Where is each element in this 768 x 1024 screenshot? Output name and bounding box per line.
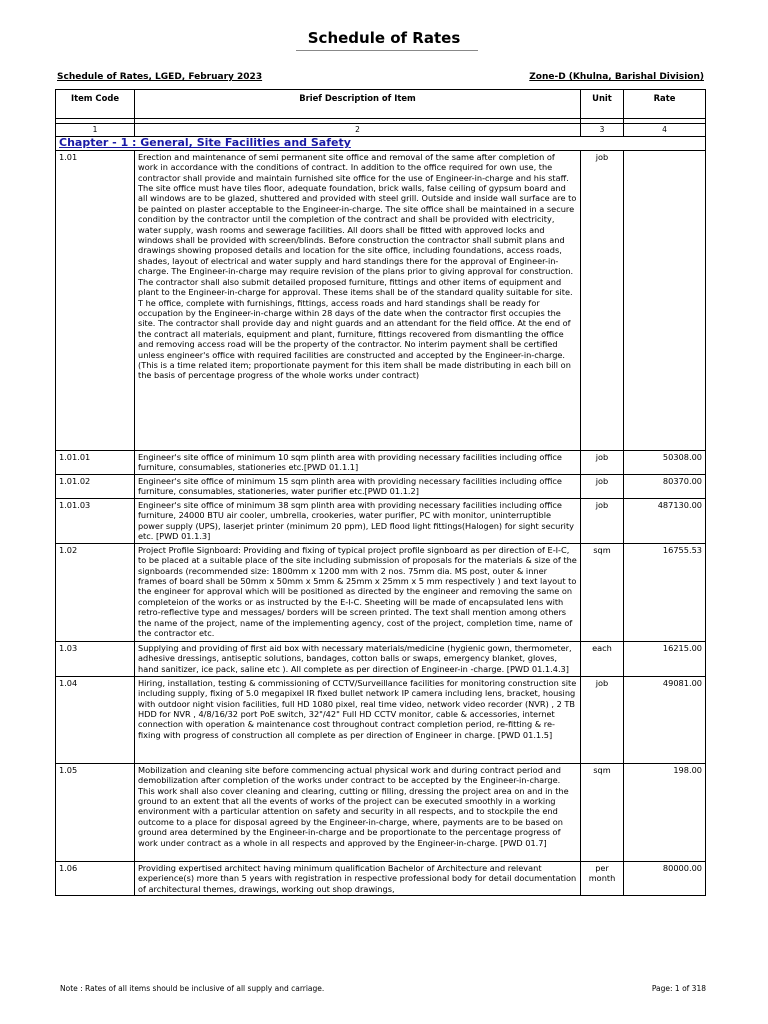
column-number: 1 bbox=[56, 124, 135, 137]
item-unit: each bbox=[581, 641, 624, 676]
item-code: 1.04 bbox=[56, 676, 135, 763]
item-unit: sqm bbox=[581, 543, 624, 641]
column-number: 4 bbox=[624, 124, 706, 137]
page-number: Page: 1 of 318 bbox=[651, 984, 706, 993]
table-row bbox=[56, 543, 706, 641]
item-code: 1.01 bbox=[56, 150, 135, 450]
item-unit: job bbox=[581, 450, 624, 474]
item-description: Providing expertised architect having minimum qualification Bachelor of Architecture and relevant experience(s) more than 5 years with registration in respective professional body for detail documentation of architectural themes, drawings, working out shop drawings, bbox=[135, 861, 581, 895]
header-rate: Rate bbox=[624, 90, 706, 119]
item-description: Hiring, installation, testing & commissioning of CCTV/Surveillance facilities for monitoring construction site including supply, fixing of 5.0 megapixel IR fixed bullet network IP camera including lens, bracket, housing with outdoor night vision facilities, full HD 1080 pixel, real time video, network video recorder (NVR) , 2 TB HDD for NVR , 4/8/16/32 port PoE switch, 32"/42" Full HD CCTV monitor, cable & accessories, internet connection with operation & maintenance cost throughout contract completion period, re-fitting & re-fixing with progress of construction all complete as per direction of Engineer in charge. [PWD 01.1.5] bbox=[135, 676, 581, 763]
item-unit: sqm bbox=[581, 763, 624, 861]
item-unit: job bbox=[581, 498, 624, 543]
item-description: Engineer's site office of minimum 15 sqm plinth area with providing necessary facilities including office furniture, consumables, stationeries, water purifier etc.[PWD 01.1.2] bbox=[135, 474, 581, 498]
table-row bbox=[56, 150, 706, 450]
item-rate: 80370.00 bbox=[624, 474, 706, 498]
table-row bbox=[56, 498, 706, 543]
header-row bbox=[56, 90, 706, 119]
item-unit: job bbox=[581, 676, 624, 763]
item-description: Mobilization and cleaning site before commencing actual physical work and during contract period and demobilization after completion of the works under contract to be accepted by the Engineer-in-charge. This work shall also cover cleaning and clearing, cutting or filling, dressing the project area on and in the ground to an extent that all the events of works of the project can be executed smoothly in a working environment with a particular attention on safety and security in all respects, and to stockpile the end outcome to a place for disposal agreed by the Engineer-in-charge, where, payments are to be based on ground area determined by the Engineer-in-charge and be proportionate to the percentage progress of work under contract as a whole in all respects and approved by the Engineer-in-charge. [PWD 01.7] bbox=[135, 763, 581, 861]
item-description: Engineer's site office of minimum 10 sqm plinth area with providing necessary facilities including office furniture, consumables, stationeries etc.[PWD 01.1.1] bbox=[135, 450, 581, 474]
table-row bbox=[56, 763, 706, 861]
header-description: Brief Description of Item bbox=[135, 90, 581, 119]
chapter-row bbox=[56, 137, 706, 150]
column-number: 3 bbox=[581, 124, 624, 137]
item-description: Project Profile Signboard: Providing and fixing of typical project profile signboard as per direction of E-I-C, to be placed at a suitable place of the site including submission of proposals for the materials & size of the signboards (recommended size: 1800mm x 1200 mm with 2 nos. 75mm dia. MS post, outer & inner frames of board shall be 50mm x 50mm x 5mm & 25mm x 25mm x 5 mm respectively ) and text layout to the engineer for approval which will be positioned as directed by the engineer and removing the same on completeion of the works or as instructed by the E-I-C. Sheeting will be made of encapsulated lens with retro-reflective type and messages/ borders will be screen printed. The text shall mention among others the name of the project, name of the implementing agency, cost of the project, completion time, name of the contractor etc. bbox=[135, 543, 581, 641]
item-code: 1.05 bbox=[56, 763, 135, 861]
item-unit: job bbox=[581, 150, 624, 450]
footer-note: Note : Rates of all items should be inclusive of all supply and carriage. bbox=[60, 984, 325, 993]
item-rate: 16215.00 bbox=[624, 641, 706, 676]
item-rate: 49081.00 bbox=[624, 676, 706, 763]
table-row bbox=[56, 861, 706, 895]
item-unit: per month bbox=[581, 861, 624, 895]
table-row bbox=[56, 450, 706, 474]
item-rate: 16755.53 bbox=[624, 543, 706, 641]
chapter-heading-link[interactable]: Chapter - 1 : General, Site Facilities and Safety bbox=[59, 136, 351, 150]
item-code: 1.02 bbox=[56, 543, 135, 641]
table-row bbox=[56, 474, 706, 498]
column-number-row bbox=[56, 124, 706, 137]
header-unit: Unit bbox=[581, 90, 624, 119]
page-title: Schedule of Rates bbox=[307, 29, 461, 47]
title-underline bbox=[296, 50, 478, 51]
document-subtitle: Schedule of Rates, LGED, February 2023 bbox=[57, 72, 263, 82]
item-unit: job bbox=[581, 474, 624, 498]
column-number: 2 bbox=[135, 124, 581, 137]
item-description: Engineer's site office of minimum 38 sqm plinth area with providing necessary facilities including office furniture, 24000 BTU air cooler, umbrella, crookeries, water purifier, PC with monitor, uninterruptible power supply (UPS), laserjet printer (minimum 20 ppm), LED flood light fittings(Halogen) for sight security etc. [PWD 01.1.3] bbox=[135, 498, 581, 543]
rates-table bbox=[55, 89, 706, 896]
item-rate: 80000.00 bbox=[624, 861, 706, 895]
header-item-code: Item Code bbox=[56, 90, 135, 119]
item-rate bbox=[624, 150, 706, 450]
table-row bbox=[56, 676, 706, 763]
item-code: 1.01.02 bbox=[56, 474, 135, 498]
table-row bbox=[56, 641, 706, 676]
item-description: Erection and maintenance of semi permanent site office and removal of the same after completion of work in accordance with the conditions of contract. In addition to the office required for own use, the contractor shall provide and maintain furnished site office for the use of Engineer-in-charge and his staff. The site office must have tiles floor, adequate foundation, brick walls, false ceiling of gypsum board and all windows are to be glazed, shuttered and provided with steel grill. Outside and inside wall surface are to be painted on plaster acceptable to the Engineer-in-charge. The site office shall be maintained in a secure condition by the contractor until the completion of the contract and shall be provided with electricity, water supply, wash rooms and sewerage facilities. All doors shall be fitted with approved locks and windows shall be provided with screen/blinds. Before construction the contractor shall submit plans and drawings showing proposed details and location for the site office, including foundations, access roads, shades, layout of electrical and water supply and hard standings there for the approval of Engineer-in-charge. The Engineer-in-charge may require revision of the plans prior to giving approval for construction. The contractor shall also submit detailed proposed furniture, fittings and other items of equipment and plant to the Engineer-in-charge for approval. These items shall be of the standard quality suitable for site. T he office, complete with furnishings, fittings, access roads and hard standings shall be ready for occupation by the Engineer-in-charge within 28 days of the date when the contractor first occupies the site. The contractor shall provide day and night guards and an attendant for the field office. At the end of the contract all materials, equipment and plant, furniture, fittings recovered from dismantling the office and removing access road will be the property of the contractor. No interim payment shall be certified unless engineer's office with required facilities are constructed and accepted by the Engineer-in-charge. (This is a time related item; proportionate payment for this item shall be made distributing in each bill on the basis of percentage progress of the whole works under contract) bbox=[135, 150, 581, 450]
item-description: Supplying and providing of first aid box with necessary materials/medicine (hygienic gown, thermometer, adhesive dressings, antiseptic solutions, bandages, cotton balls or swaps, emergency blanket, gloves, hand sanitizer, ice pack, saline etc ). All complete as per direction of Engineer-in -charge. [PWD 01.1.4.3] bbox=[135, 641, 581, 676]
item-code: 1.01.03 bbox=[56, 498, 135, 543]
item-code: 1.01.01 bbox=[56, 450, 135, 474]
item-code: 1.06 bbox=[56, 861, 135, 895]
item-rate: 50308.00 bbox=[624, 450, 706, 474]
item-rate: 198.00 bbox=[624, 763, 706, 861]
zone-label: Zone-D (Khulna, Barishal Division) bbox=[529, 72, 704, 82]
item-code: 1.03 bbox=[56, 641, 135, 676]
item-rate: 487130.00 bbox=[624, 498, 706, 543]
